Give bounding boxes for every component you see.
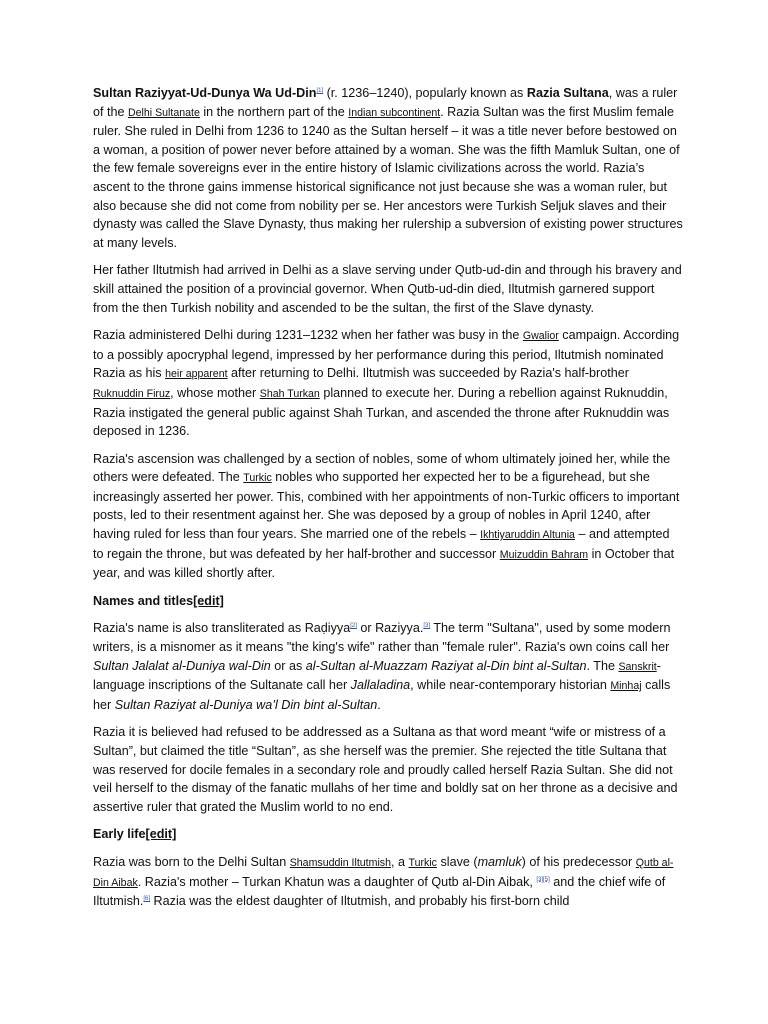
- document-page: [93, 84, 683, 920]
- link-muizuddin-bahram[interactable]: Muizuddin Bahram: [499, 548, 589, 561]
- link-gwalior[interactable]: Gwalior: [522, 330, 559, 343]
- paragraph-administration: Razia administered Delhi during 1231–1232 when her father was busy in the Gwalior campaign. According to a possibly apocryphal legend, impressed by her performance during this period, Iltutmish nominated Razia as his heir apparent after returning to Delhi. Iltutmish was succeeded by Razia's half-brother Ruknuddin Firuz, whose mother Shah Turkan planned to execute her. During a rebellion against Ruknuddin, Razia instigated the general public against Shah Turkan, and ascended the throne after Ruknuddin was deposed in 1236.: [93, 328, 680, 439]
- link-minhaj[interactable]: Minhaj: [610, 680, 642, 693]
- paragraph-early-life: Razia was born to the Delhi Sultan Shamsuddin Iltutmish, a Turkic slave (mamluk) of his predecessor Qutb al-Din Aibak. Razia's mother – Turkan Khatun was a daughter of Qutb al-Din Aibak, [3][5] and the chief wife of Iltutmish.[6] Razia was the eldest daughter of Iltutmish, and probably his first-born child: [93, 854, 674, 909]
- heading-names-and-titles: Names and titles[edit]: [93, 593, 224, 608]
- subject-alias: Razia Sultana: [526, 86, 609, 100]
- link-sanskrit[interactable]: Sanskrit: [618, 660, 657, 673]
- edit-link-early-life[interactable]: [edit]: [145, 827, 177, 842]
- link-altunia[interactable]: Ikhtiyaruddin Altunia: [480, 529, 575, 542]
- link-turkic[interactable]: Turkic: [243, 472, 272, 485]
- paragraph-father: Her father Iltutmish had arrived in Delhi as a slave serving under Qutb-ud-din and through his bravery and skill attained the position of a provincial governor. When Qutb-ud-din died, Iltutmish garnered support from the then Turkish nobility and ascended to be the sultan, the first of the Slave dynasty.: [93, 263, 682, 315]
- paragraph-ascension: Razia's ascension was challenged by a section of nobles, some of whom ultimately joined her, while the others were defeated. The Turkic nobles who supported her expected her to be a figurehead, but she increasingly asserted her power. This, combined with her appointments of non-Turkic officers to important posts, led to their resentment against her. She was deposed by a group of nobles in April 1240, after having ruled for less than four years. She married one of the rebels – Ikhtiyaruddin Altunia – and attempted to regain the throne, but was defeated by her half-brother and successor Muizuddin Bahram in October that year, and was killed shortly after.: [93, 451, 680, 581]
- edit-link-names[interactable]: [edit]: [193, 593, 224, 608]
- paragraph-sultan-title: Razia it is believed had refused to be addressed as a Sultana as that word meant “wife or mistress of a Sultan”, but claimed the title “Sultan”, as she herself was the premier. She rejected the title Sultana that was reserved for docile females in a secondary role and proudly called herself Razia Sultan. She did not veil herself to the dismay of the fanatic mullahs of her time and boldly sat on her throne as a decisive and assertive ruler that grated the Muslim world to no end.: [93, 725, 678, 814]
- link-qutb-al-din-aibak[interactable]: Qutb al-Din Aibak: [93, 856, 674, 889]
- link-shamsuddin-iltutmish[interactable]: Shamsuddin Iltutmish: [289, 856, 391, 869]
- citation-3[interactable]: [3]: [423, 623, 431, 630]
- heading-early-life: Early life[edit]: [93, 827, 177, 842]
- link-ruknuddin-firuz[interactable]: Ruknuddin Firuz: [93, 387, 171, 400]
- citation-3-5[interactable]: [3][5]: [536, 876, 550, 883]
- link-delhi-sultanate[interactable]: Delhi Sultanate: [128, 106, 200, 119]
- subject-name: Sultan Raziyyat-Ud-Dunya Wa Ud-Din: [93, 86, 317, 100]
- link-turkic-2[interactable]: Turkic: [408, 856, 437, 869]
- link-shah-turkan[interactable]: Shah Turkan: [259, 387, 320, 400]
- link-heir-apparent[interactable]: heir apparent: [165, 368, 228, 381]
- paragraph-intro: Sultan Raziyyat-Ud-Dunya Wa Ud-Din[1] (r. 1236–1240), popularly known as Razia Sultana, was a ruler of the Delhi Sultanate in the northern part of the Indian subcontinent. Razia Sultan was the first Muslim female ruler. She ruled in Delhi from 1236 to 1240 as the Sultan herself – it was a title never before bestowed on a woman, a position of power never before attained by a woman. She was the fifth Mamluk Sultan, one of the few female sovereigns ever in the entire history of Islamic civilizations across the world. Razia’s ascent to the throne gains immense historical significance not just because she was a woman ruler, but also because she did not come from nobility per se. Her ancestors were Turkish Seljuk slaves and their dynasty was called the Slave Dynasty, thus making her rulership a subversion of existing power structures at many levels.: [93, 86, 683, 250]
- paragraph-names: Razia's name is also transliterated as Raḍiyya[2] or Raziyya.[3] The term "Sultana", used by some modern writers, is a misnomer as it means "the king's wife" rather than "female ruler". Razia's own coins call her Sultan Jalalat al-Duniya wal-Din or as al-Sultan al-Muazzam Raziyat al-Din bint al-Sultan. The Sanskrit-language inscriptions of the Sultanate call her Jallaladina, while near-contemporary historian Minhaj calls her Sultan Raziyat al-Duniya wa’l Din bint al-Sultan.: [93, 621, 671, 712]
- citation-6[interactable]: [6]: [143, 895, 151, 902]
- citation-1[interactable]: [1]: [316, 87, 324, 94]
- citation-2[interactable]: [2]: [350, 623, 357, 630]
- link-indian-subcontinent[interactable]: Indian subcontinent: [348, 106, 441, 119]
